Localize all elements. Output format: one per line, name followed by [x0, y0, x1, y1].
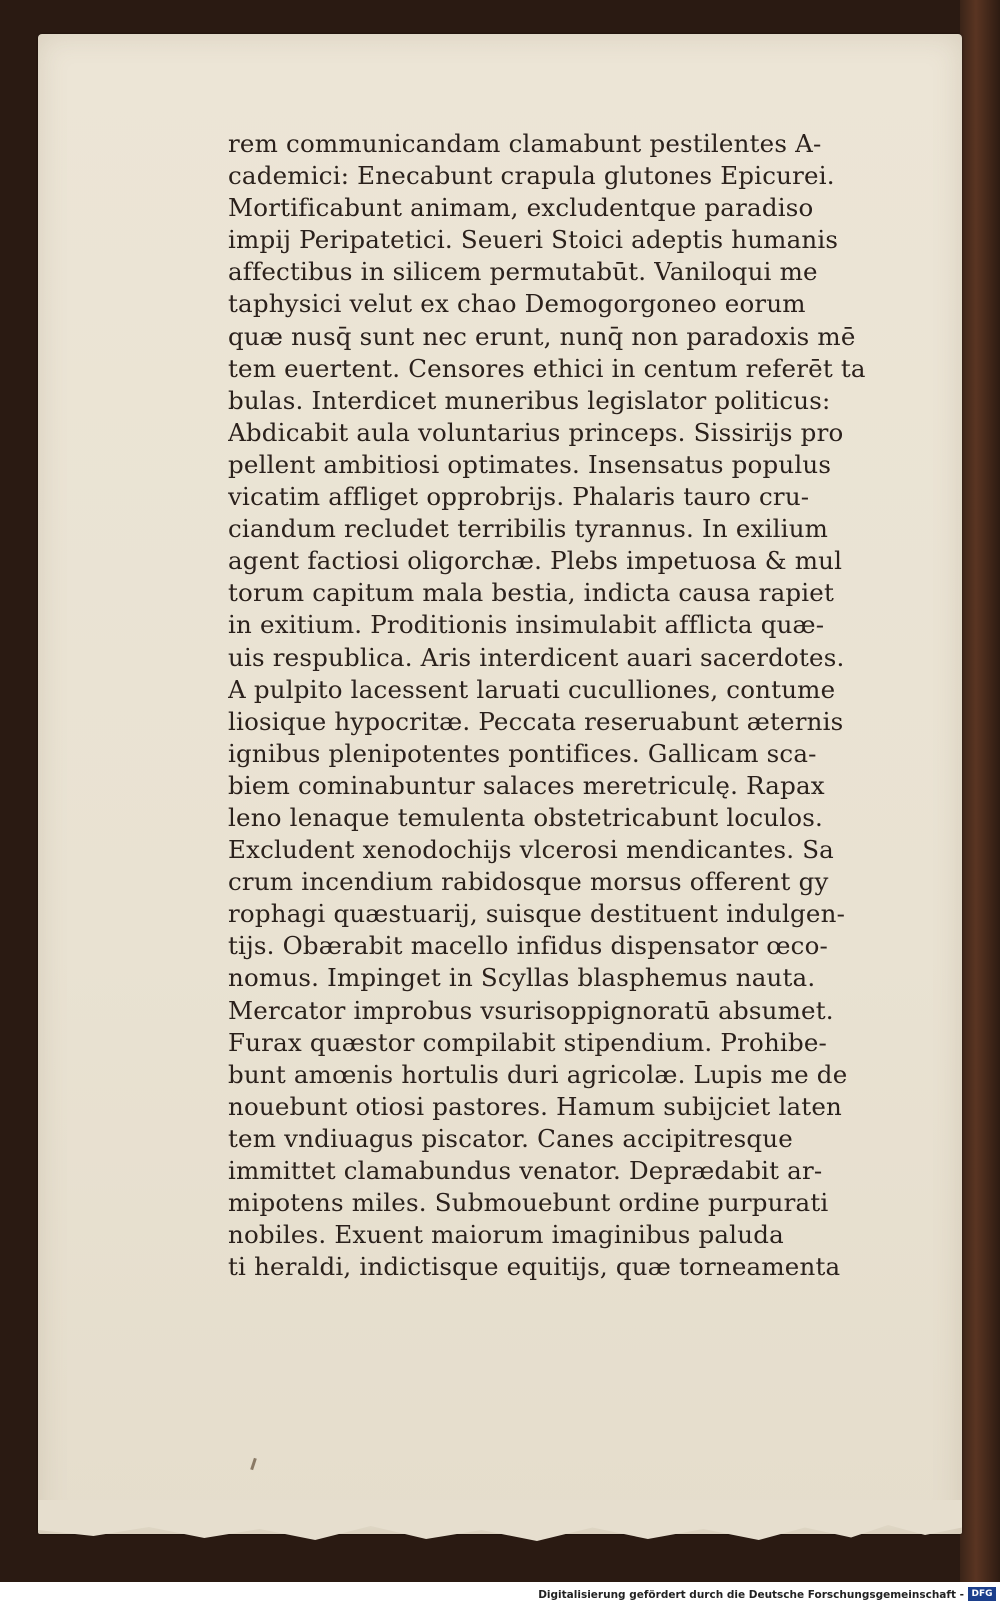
text-line: torum capitum mala bestia, indicta causa rapiet — [228, 578, 835, 608]
text-line: tem vndiuagus piscator. Canes accipitresque — [228, 1123, 793, 1153]
text-line: taphysici velut ex chao Demogorgoneo eorum — [228, 289, 806, 319]
text-line: vicatim affliget opprobrijs. Phalaris tauro cru- — [228, 482, 810, 512]
text-line: impij Peripatetici. Seueri Stoici adeptis humanis — [228, 225, 839, 255]
book-edge — [960, 0, 1000, 1582]
funding-credit: Digitalisierung gefördert durch die Deutsche Forschungsgemeinschaft - — [538, 1589, 964, 1601]
text-line: nobiles. Exuent maiorum imaginibus paluda — [228, 1220, 784, 1250]
text-line: ti heraldi, indictisque equitijs, quæ torneamenta — [228, 1252, 841, 1282]
text-line: A pulpito lacessent laruati cuculliones, contume — [228, 674, 836, 704]
text-line: quæ nusq̄ sunt nec erunt, nunq̄ non paradoxis mē — [228, 321, 856, 351]
text-line: uis respublica. Aris interdicent auari sacerdotes. — [228, 642, 845, 672]
page-text — [228, 128, 888, 1283]
text-line: Abdicabit aula voluntarius princeps. Sissirijs pro — [228, 417, 844, 447]
text-line: liosique hypocritæ. Peccata reseruabunt æternis — [228, 706, 844, 736]
text-line: Mercator improbus vsurisoppignoratū absumet. — [228, 995, 834, 1025]
text-line: Furax quæstor compilabit stipendium. Prohibe- — [228, 1027, 828, 1057]
text-line: pellent ambitiosi optimates. Insensatus populus — [228, 449, 832, 479]
text-line: rophagi quæstuarij, suisque destituent indulgen- — [228, 899, 846, 929]
text-line: bulas. Interdicet muneribus legislator politicus: — [228, 385, 831, 415]
text-line: agent factiosi oligorchæ. Plebs impetuosa & mul — [228, 546, 843, 576]
text-line: bunt amœnis hortulis duri agricolæ. Lupis me de — [228, 1059, 848, 1089]
text-line: immittet clamabundus venator. Deprædabit ar- — [228, 1156, 823, 1185]
text-line: biem cominabuntur salaces meretriculę. Rapax — [228, 770, 825, 800]
text-line: tijs. Obærabit macello infidus dispensator œco- — [228, 931, 829, 961]
text-line: ignibus plenipotentes pontifices. Gallicam sca- — [228, 738, 817, 768]
text-line: tem euertent. Censores ethici in centum referēt ta — [228, 353, 866, 383]
text-line: ciandum recludet terribilis tyrannus. In exilium — [228, 514, 829, 544]
text-line: Mortificabunt animam, excludentque paradiso — [228, 193, 814, 223]
text-line: rem communicandam clamabunt pestilentes A- — [228, 129, 822, 158]
dfg-logo: DFG — [968, 1587, 996, 1601]
text-line: affectibus in silicem permutabūt. Vaniloqui me — [228, 257, 818, 287]
text-line: nouebunt otiosi pastores. Hamum subijciet laten — [228, 1091, 843, 1121]
text-line: mipotens miles. Submouebunt ordine purpurati — [228, 1188, 829, 1218]
text-line: leno lenaque temulenta obstetricabunt loculos. — [228, 802, 824, 832]
text-line: Excludent xenodochijs vlcerosi mendicantes. Sa — [228, 835, 834, 865]
text-line: in exitium. Proditionis insimulabit afflicta quæ- — [228, 610, 825, 640]
text-line: crum incendium rabidosque morsus offerent gy — [228, 867, 829, 897]
text-line: nomus. Impinget in Scyllas blasphemus nauta. — [228, 963, 816, 993]
text-line: cademici: Enecabunt crapula glutones Epicurei. — [228, 161, 835, 191]
